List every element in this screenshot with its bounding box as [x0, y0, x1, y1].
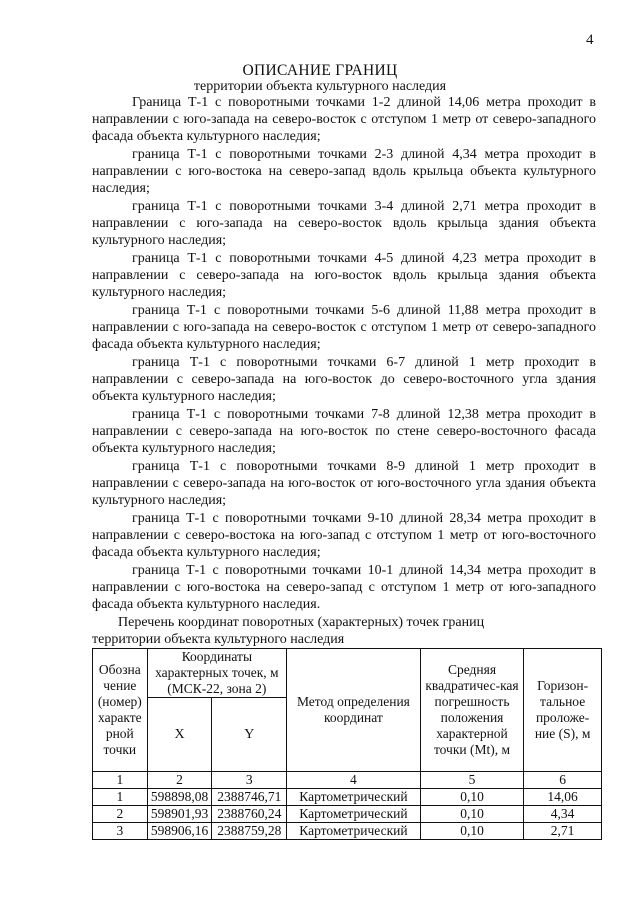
- x-coordinate: 598898,08: [147, 789, 212, 806]
- boundary-paragraph: граница Т-1 с поворотными точками 4-5 длиной 4,23 метра проходит в направлении с северо-запада на юго-восток вдоль крыльца здания объекта культурного наследия;: [92, 251, 596, 300]
- boundary-paragraph: граница Т-1 с поворотными точками 6-7 длиной 1 метр проходит в направлении с северо-запада на юго-восток до северо-восточного угла здания объекта культурного наследия;: [92, 355, 596, 404]
- distance: 4,34: [524, 806, 602, 823]
- column-number-row: [93, 772, 602, 789]
- x-coordinate: 598906,16: [147, 823, 212, 840]
- header-distance: Горизон-тальное проложе-ние (S), м: [524, 649, 602, 772]
- header-coordinates: Координаты характерных точек, м (МСК-22, зона 2): [147, 649, 286, 698]
- accuracy: 0,10: [420, 823, 523, 840]
- table-row: [93, 823, 602, 840]
- page-number: 4: [586, 32, 594, 48]
- method: Картометрический: [287, 806, 421, 823]
- accuracy: 0,10: [420, 806, 523, 823]
- document-subtitle: территории объекта культурного наследия: [193, 79, 447, 94]
- column-number: 5: [420, 772, 523, 789]
- document-title: ОПИСАНИЕ ГРАНИЦ: [242, 62, 398, 79]
- y-coordinate: 2388760,24: [212, 806, 287, 823]
- point-number: 2: [93, 806, 148, 823]
- boundary-paragraph: граница Т-1 с поворотными точками 5-6 длиной 11,88 метра проходит в направлении с юго-запада на северо-восток с отступом 1 метр от северо-западного фасада объекта культурного наследия;: [92, 303, 596, 352]
- x-coordinate: 598901,93: [147, 806, 212, 823]
- column-number: 2: [147, 772, 212, 789]
- header-point-id: Обозна чение (номер) характе рной точки: [93, 649, 148, 772]
- table-row: [93, 789, 602, 806]
- column-number: 1: [93, 772, 148, 789]
- boundary-paragraph: граница Т-1 с поворотными точками 2-3 длиной 4,34 метра проходит в направлении с юго-востока на северо-запад вдоль крыльца объекта культурного наследия;: [92, 147, 596, 196]
- column-number: 4: [287, 772, 421, 789]
- column-number: 3: [212, 772, 287, 789]
- point-number: 1: [93, 789, 148, 806]
- y-coordinate: 2388759,28: [212, 823, 287, 840]
- boundary-paragraph: граница Т-1 с поворотными точками 3-4 длиной 2,71 метра проходит в направлении с юго-запада на северо-восток вдоль крыльца здания объекта культурного наследия;: [92, 199, 596, 248]
- header-y: Y: [212, 698, 287, 772]
- list-heading-line1: Перечень координат поворотных (характерных) точек границ: [118, 615, 485, 630]
- y-coordinate: 2388746,71: [212, 789, 287, 806]
- boundary-paragraph: Граница Т-1 с поворотными точками 1-2 длиной 14,06 метра проходит в направлении с юго-запада на северо-восток с отступом 1 метр от северо-западного фасада объекта культурного наследия;: [92, 95, 596, 144]
- column-number: 6: [524, 772, 602, 789]
- boundary-paragraph: граница Т-1 с поворотными точками 7-8 длиной 12,38 метра проходит в направлении с северо-запада на юго-восток по стене северо-восточного фасада объекта культурного наследия;: [92, 407, 596, 456]
- boundary-paragraph: граница Т-1 с поворотными точками 8-9 длиной 1 метр проходит в направлении с северо-запада на юго-восток от юго-восточного угла здания объекта культурного наследия;: [92, 459, 596, 508]
- accuracy: 0,10: [420, 789, 523, 806]
- table-row: [93, 806, 602, 823]
- distance: 14,06: [524, 789, 602, 806]
- boundary-paragraph: граница Т-1 с поворотными точками 10-1 длиной 14,34 метра проходит в направлении с юго-востока на северо-запад с отступом 1 метр от юго-западного фасада объекта культурного наследия.: [92, 563, 596, 612]
- header-accuracy: Средняя квадратичес-кая погрешность положения характерной точки (Mt), м: [420, 649, 523, 772]
- list-heading-line2: территории объекта культурного наследия: [92, 632, 345, 647]
- method: Картометрический: [287, 789, 421, 806]
- point-number: 3: [93, 823, 148, 840]
- method: Картометрический: [287, 823, 421, 840]
- header-method: Метод определения координат: [287, 649, 421, 772]
- header-x: X: [147, 698, 212, 772]
- coordinates-table: [92, 648, 602, 840]
- distance: 2,71: [524, 823, 602, 840]
- boundary-paragraph: граница Т-1 с поворотными точками 9-10 длиной 28,34 метра проходит в направлении с северо-востока на юго-запад с отступом 1 метр от юго-восточного фасада объекта культурного наследия;: [92, 511, 596, 560]
- boundary-description: [92, 94, 596, 614]
